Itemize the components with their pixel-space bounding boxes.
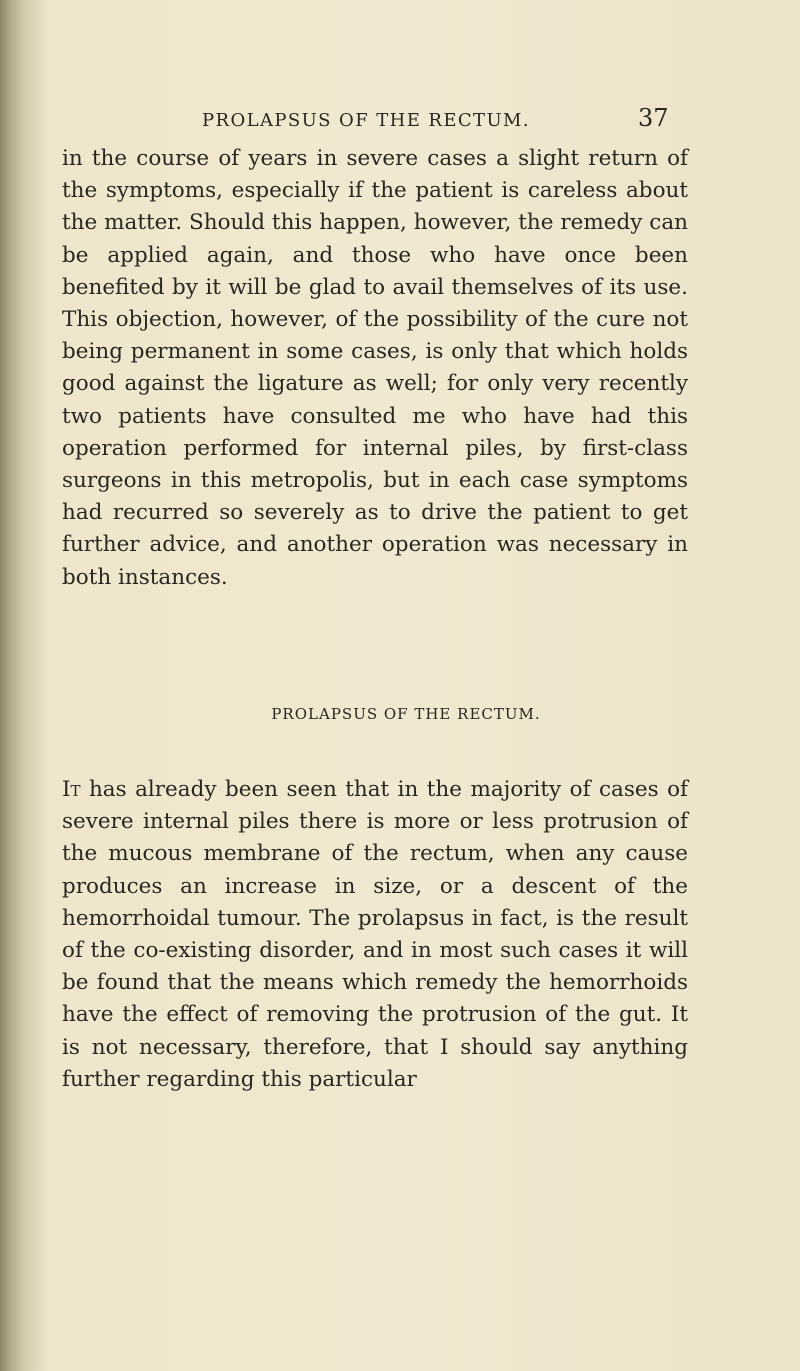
binding-shadow — [0, 0, 48, 1371]
page-number: 37 — [638, 104, 669, 132]
section-heading-text: PROLAPSUS OF THE RECTUM. — [271, 705, 541, 723]
running-head: PROLAPSUS OF THE RECTUM. — [202, 110, 530, 131]
paragraph-2-lead: It — [62, 777, 81, 802]
paragraph-2-text: has already been seen that in the majority of cases of severe internal piles there is more or less protrusion of the mucous membrane of the rectum, when any cause produces an increase in size, or a descent of the hemorrhoidal tumour. The prolapsus in fact, is the result of the co-existing disorder, and in most such cases it will be found that the means which remedy the hemorrhoids have the effect of removing the protrusion of the gut. It is not necessary, therefore, that I should say anything further regarding this particular — [62, 777, 688, 1092]
section-heading — [0, 705, 800, 723]
paragraph-2 — [62, 774, 688, 1096]
paragraph-1: in the course of years in severe cases a slight return of the symptoms, especially if the patient is careless about the matter. Should this happen, however, the remedy can be applied again, and those who have once been benefited by it will be glad to avail themselves of its use. This objection, however, of the possibility of the cure not being permanent in some cases, is only that which holds good against the ligature as well; for only very recently two patients have consulted me who have had this operation performed for internal piles, by first-class surgeons in this metropolis, but in each case symptoms had recurred so severely as to drive the patient to get further advice, and another operation was necessary in both instances. — [62, 146, 688, 590]
page-header — [0, 100, 800, 140]
